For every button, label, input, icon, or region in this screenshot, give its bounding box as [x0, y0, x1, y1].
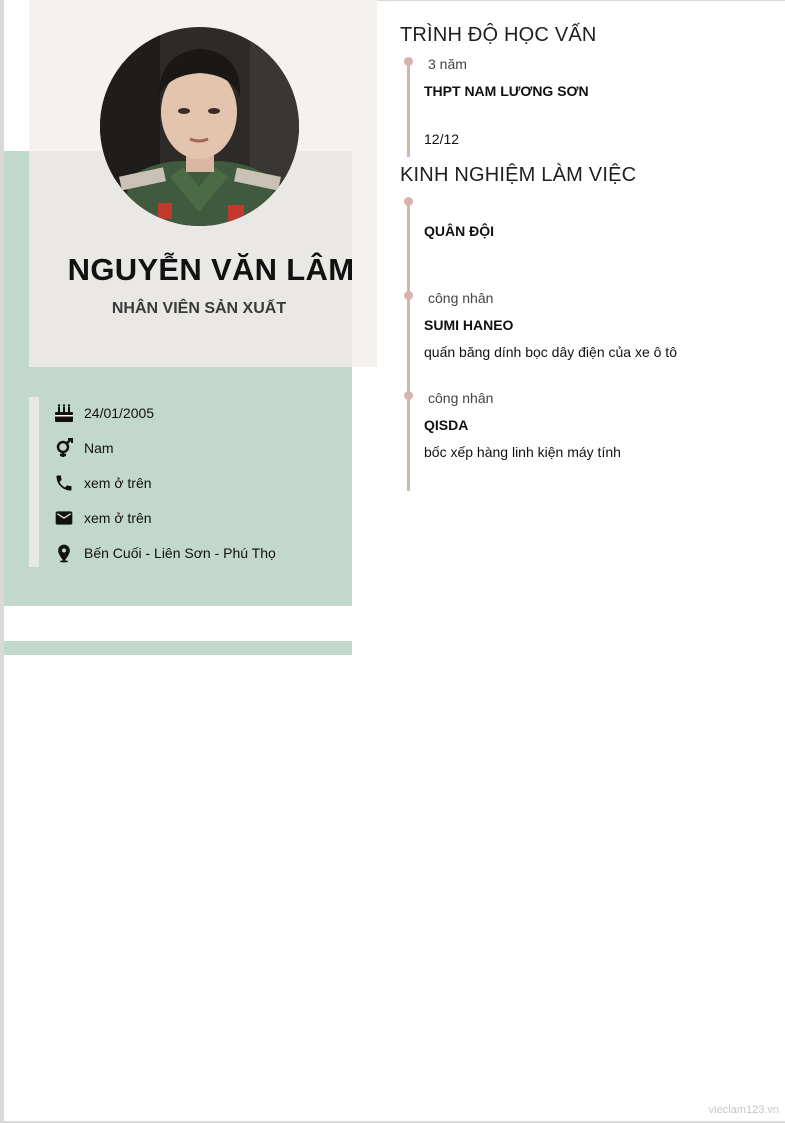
birthday-value: 24/01/2005	[84, 405, 155, 421]
birthday-cake-icon	[54, 403, 74, 423]
education-school: THPT NAM LƯƠNG SƠN	[424, 83, 589, 99]
contact-accent-bar	[29, 397, 39, 567]
experience-timeline-dot	[404, 291, 413, 300]
experience-time: công nhân	[428, 290, 494, 306]
watermark-text: vieclam123.vn	[708, 1104, 779, 1116]
education-section-title: TRÌNH ĐỘ HỌC VẤN	[400, 24, 597, 46]
education-timeline-line	[407, 62, 410, 157]
experience-section-title: KINH NGHIỆM LÀM VIỆC	[400, 164, 637, 186]
experience-detail: quấn băng dính bọc dây điện của xe ô tô	[424, 344, 677, 360]
phone-icon	[54, 473, 74, 493]
education-timeline-dot	[404, 57, 413, 66]
gender-icon	[54, 438, 74, 458]
gender-value: Nam	[84, 440, 114, 456]
location-pin-icon	[54, 543, 74, 563]
experience-timeline-dot	[404, 197, 413, 206]
education-time: 3 năm	[428, 56, 467, 72]
contact-gender	[54, 437, 114, 459]
experience-company: QISDA	[424, 417, 469, 433]
experience-timeline-dot	[404, 391, 413, 400]
email-icon	[54, 508, 74, 528]
address-value: Bến Cuối - Liên Sơn - Phú Thọ	[84, 545, 276, 561]
email-value: xem ở trên	[84, 510, 152, 526]
contact-birthday	[54, 402, 154, 424]
experience-timeline-line	[407, 200, 410, 491]
page-edge-top	[376, 0, 785, 1]
contact-phone	[54, 472, 152, 494]
contact-email	[54, 507, 152, 529]
education-detail: 12/12	[424, 131, 460, 147]
experience-company: QUÂN ĐỘI	[424, 223, 494, 239]
experience-company: SUMI HANEO	[424, 317, 514, 333]
candidate-name: NGUYỄN VĂN LÂM	[67, 252, 355, 287]
experience-time: công nhân	[428, 390, 494, 406]
sidebar-divider-strip	[4, 641, 352, 655]
candidate-job-title: NHÂN VIÊN SẢN XUẤT	[111, 300, 287, 317]
experience-detail: bốc xếp hàng linh kiện máy tính	[424, 444, 621, 460]
contact-address	[54, 542, 276, 564]
phone-value: xem ở trên	[84, 475, 152, 491]
avatar-photo	[100, 27, 299, 226]
